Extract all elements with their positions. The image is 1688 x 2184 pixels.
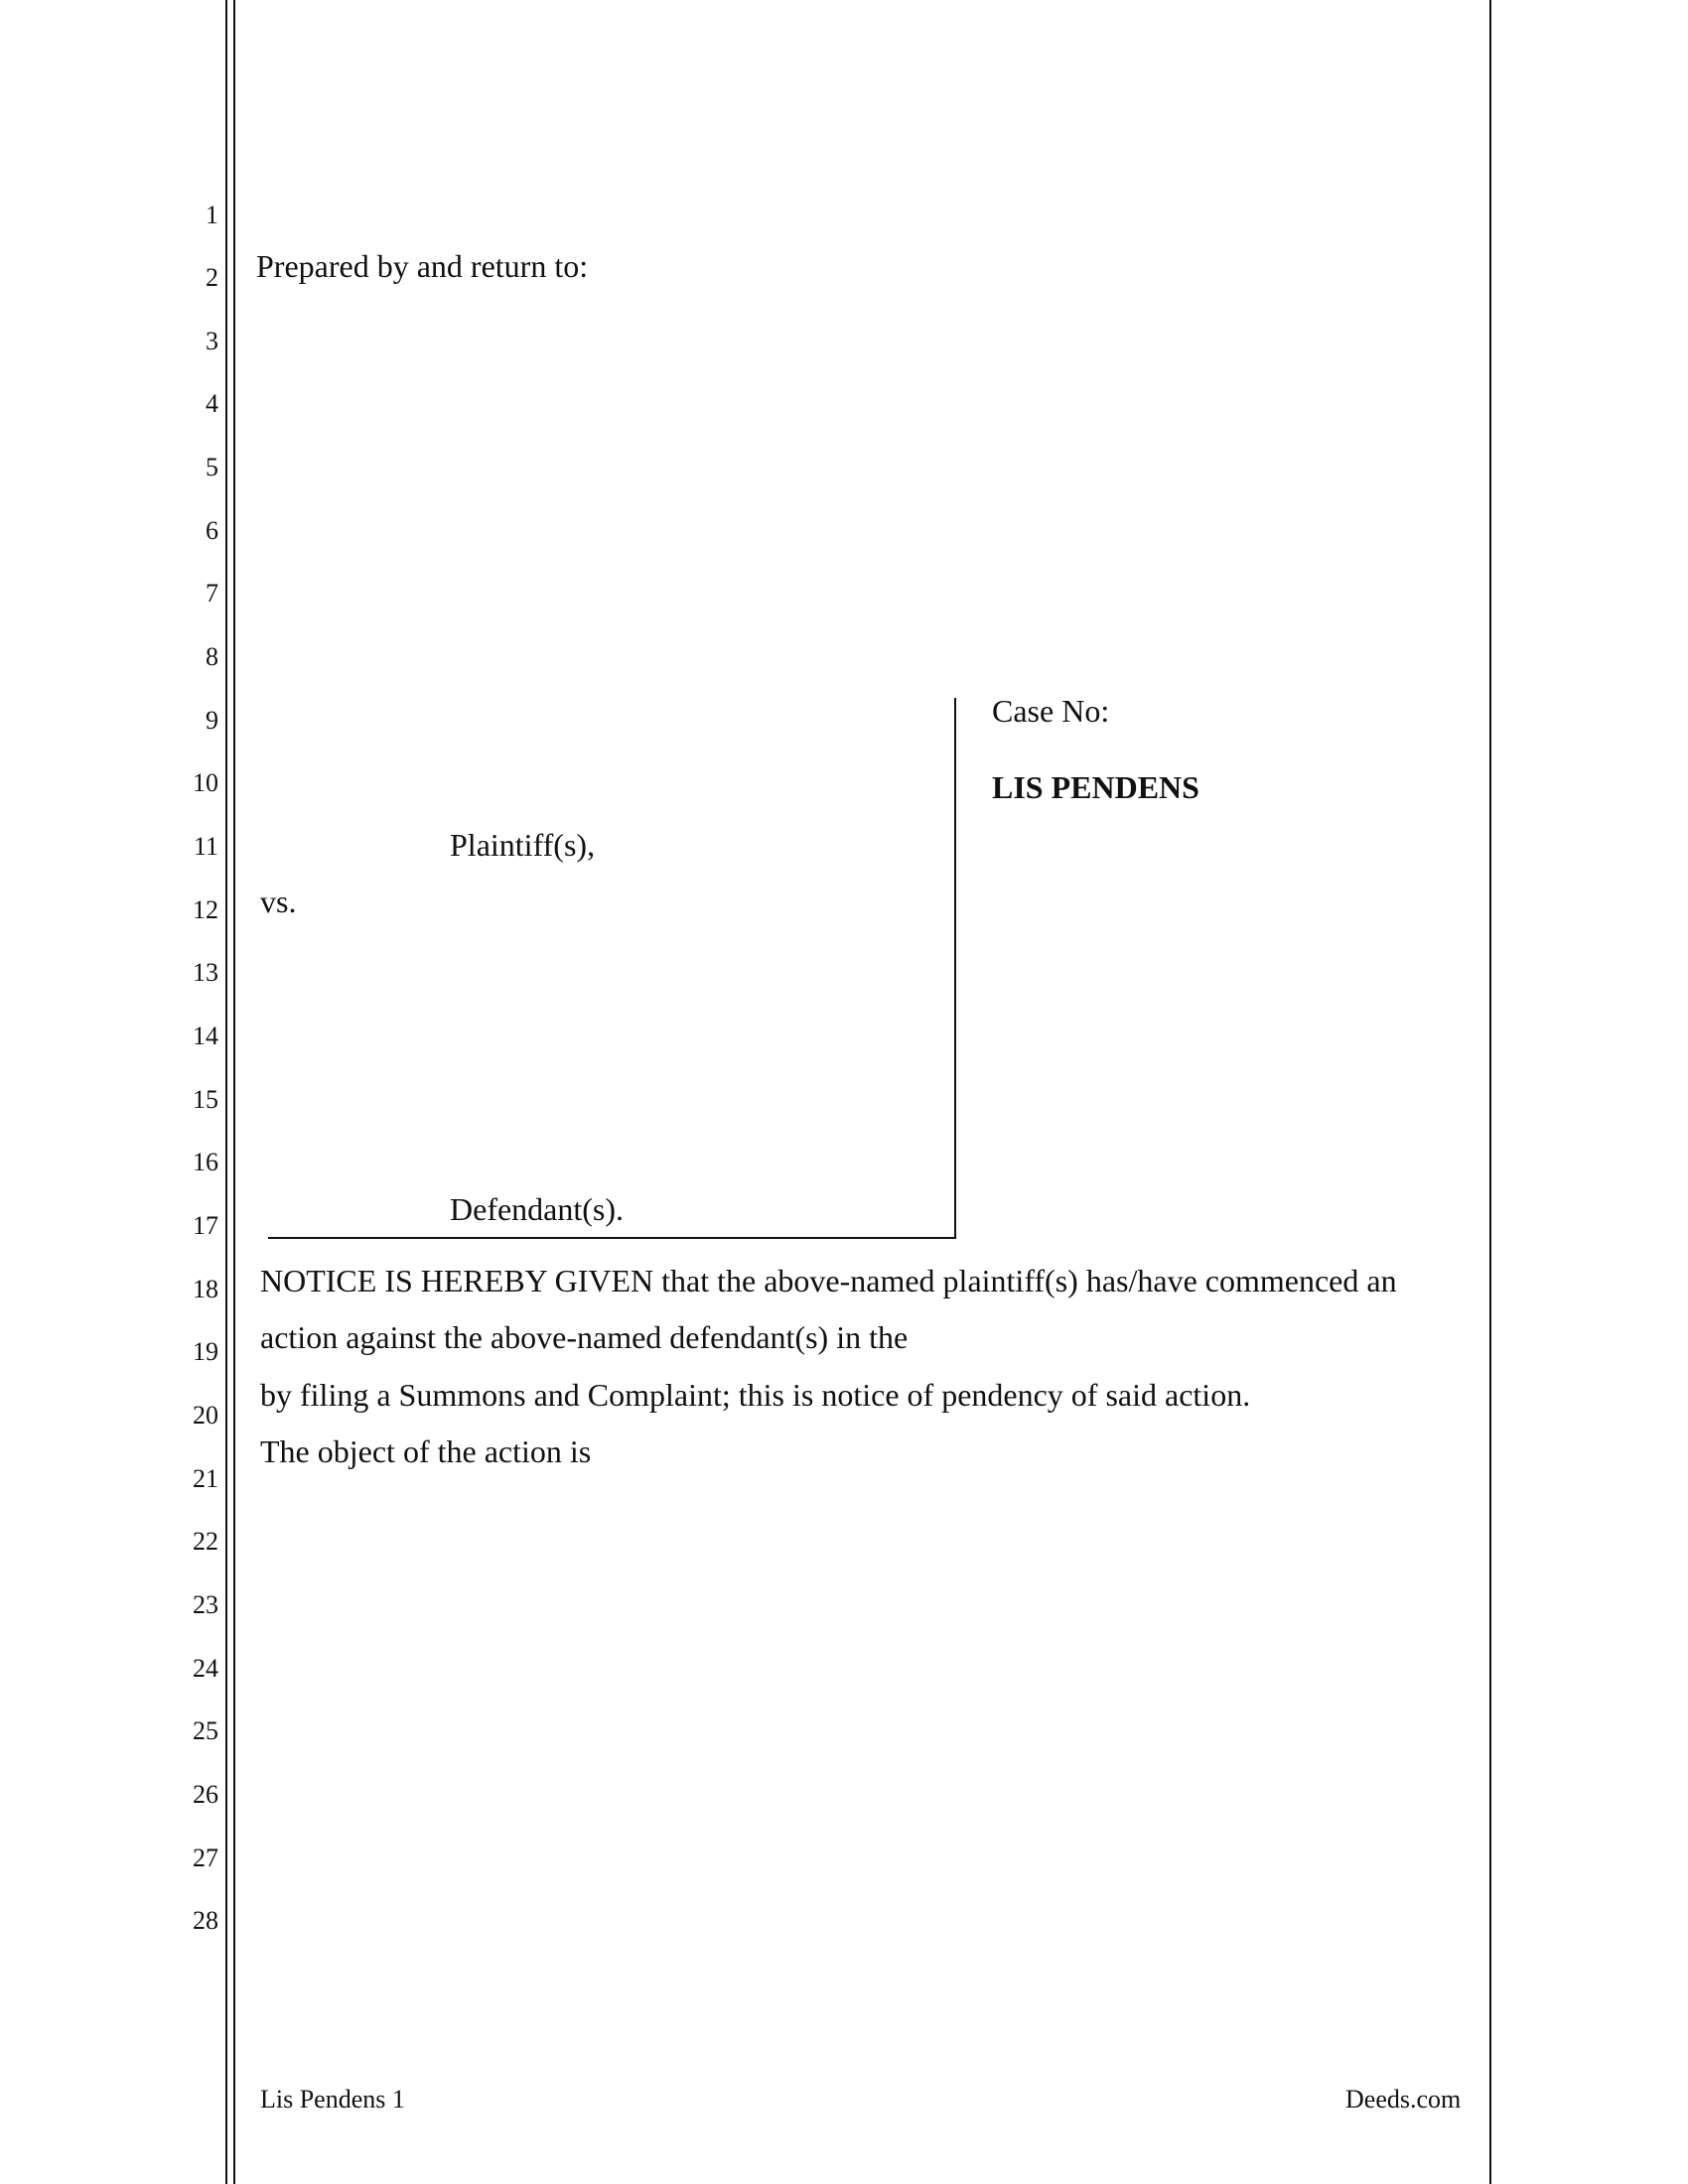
line-number: 5 xyxy=(206,453,218,481)
line-number: 13 xyxy=(193,958,218,987)
line-number: 25 xyxy=(193,1716,218,1745)
versus-label: vs. xyxy=(260,884,297,919)
line-number: 20 xyxy=(193,1401,218,1430)
prepared-by-label: Prepared by and return to: xyxy=(256,248,589,284)
line-number: 4 xyxy=(206,389,218,418)
caption-divider-horizontal xyxy=(268,1237,956,1239)
line-number: 10 xyxy=(193,768,218,797)
left-margin-rule-inner xyxy=(233,0,235,2184)
line-number: 2 xyxy=(206,263,218,292)
line-number: 22 xyxy=(193,1527,218,1556)
line-number: 27 xyxy=(193,1843,218,1872)
line-number: 26 xyxy=(193,1780,218,1809)
line-number: 24 xyxy=(193,1654,218,1683)
plaintiff-label: Plaintiff(s), xyxy=(450,827,596,863)
line-number: 19 xyxy=(193,1337,218,1366)
footer-source: Deeds.com xyxy=(1345,2085,1462,2114)
line-number: 28 xyxy=(193,1906,218,1935)
line-number: 7 xyxy=(206,579,218,608)
line-number: 8 xyxy=(206,642,218,671)
line-number: 12 xyxy=(193,895,218,924)
footer-document-name: Lis Pendens 1 xyxy=(260,2085,405,2114)
notice-line-4: The object of the action is xyxy=(260,1433,592,1469)
line-number: 16 xyxy=(193,1148,218,1176)
notice-line-2: action against the above-named defendant(s) in the xyxy=(260,1319,909,1355)
document-title: LIS PENDENS xyxy=(992,769,1199,805)
line-number: 15 xyxy=(193,1085,218,1114)
line-number: 17 xyxy=(193,1211,218,1240)
line-numbers xyxy=(169,0,218,2184)
line-number: 14 xyxy=(193,1022,218,1050)
line-number: 23 xyxy=(193,1590,218,1619)
line-number: 6 xyxy=(206,516,218,545)
line-number: 21 xyxy=(193,1464,218,1493)
line-number: 1 xyxy=(206,201,218,229)
notice-line-3: by filing a Summons and Complaint; this is notice of pendency of said action. xyxy=(260,1377,1251,1413)
line-number: 11 xyxy=(193,832,218,861)
left-margin-rule-outer xyxy=(225,0,227,2184)
notice-line-1: NOTICE IS HEREBY GIVEN that the above-named plaintiff(s) has/have commenced an xyxy=(260,1263,1397,1298)
caption-divider-vertical xyxy=(954,698,956,1239)
line-number: 9 xyxy=(206,706,218,735)
defendant-label: Defendant(s). xyxy=(450,1191,625,1227)
line-number: 18 xyxy=(193,1275,218,1303)
case-number-label: Case No: xyxy=(992,693,1110,729)
line-number: 3 xyxy=(206,327,218,355)
right-margin-rule xyxy=(1489,0,1491,2184)
